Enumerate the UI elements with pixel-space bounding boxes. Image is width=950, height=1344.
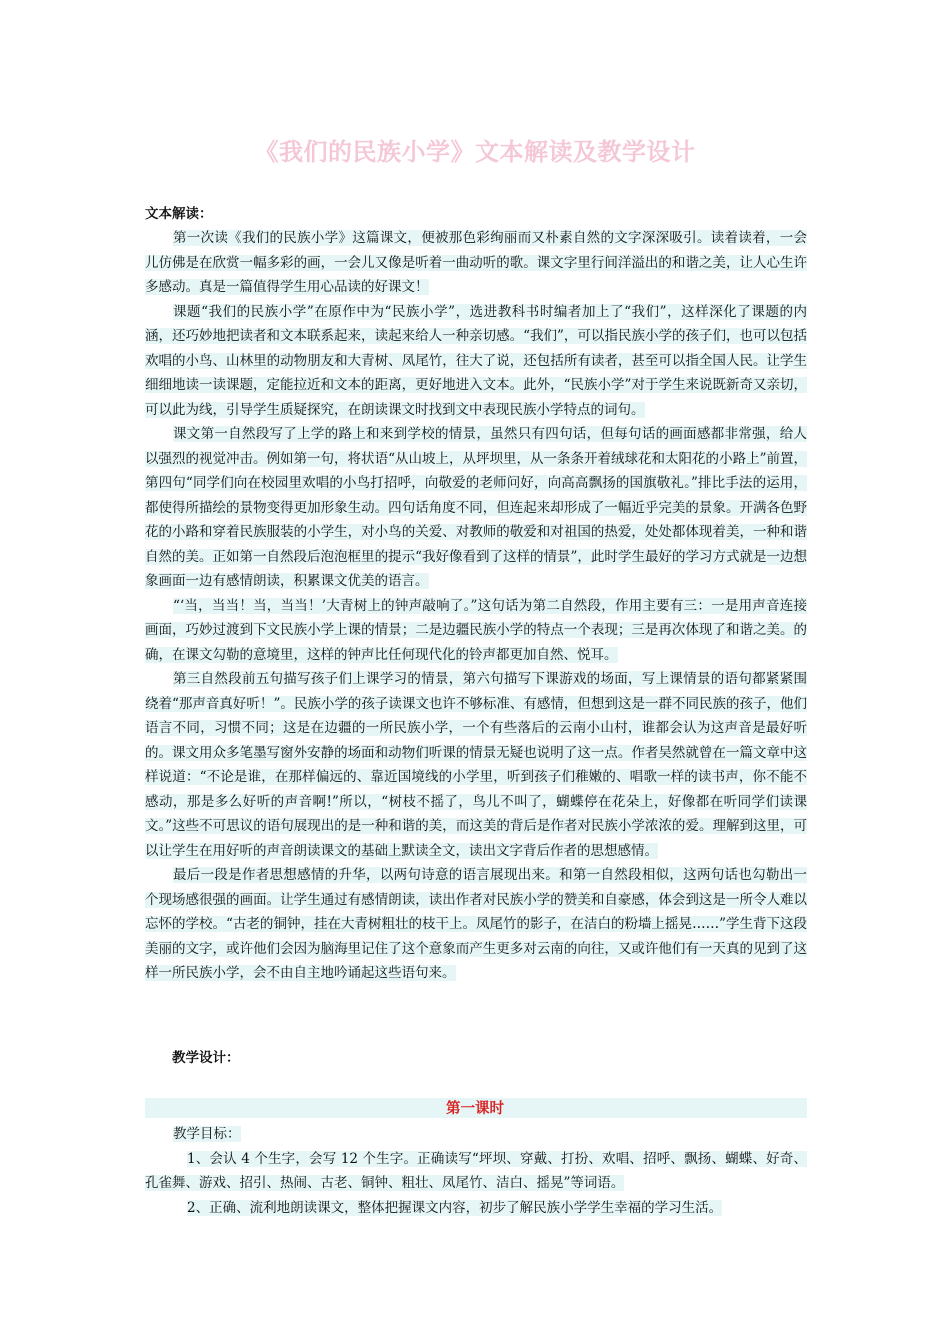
paragraph [145, 594, 807, 668]
goal-item: 2、正确、流利地朗读课文，整体把握课文内容，初步了解民族小学学生幸福的学习生活。 [187, 1199, 723, 1216]
paragraph [145, 300, 807, 423]
paragraph [145, 667, 807, 863]
paragraph [145, 863, 807, 986]
goal-item: 1、会认 4 个生字，会写 12 个生字。正确读写“坪坝、穿戴、打扮、欢唱、招呼、飘扬、蝴蝶、好奇、孔雀舞、游戏、招引、热闹、古老、铜钟、粗壮、凤尾竹、洁白、摇晃”等词语。 [145, 1150, 807, 1191]
lesson-title: 第一课时 [446, 1100, 504, 1117]
section-heading-teaching-design: 教学设计： [172, 1050, 240, 1066]
section-heading-text-analysis: 文本解读： [145, 206, 213, 222]
text-analysis-body [145, 226, 807, 986]
goals-label: 教学目标： [173, 1126, 241, 1142]
paragraph-text: 最后一段是作者思想感情的升华，以两句诗意的语言展现出来。和第一自然段相似，这两句话也勾勒出一个现场感很强的画面。让学生通过有感情朗读，读出作者对民族小学的赞美和自豪感，体会到这是一所令人难以忘怀的学校。“古老的铜钟，挂在大青树粗壮的枝干上。凤尾竹的影子，在洁白的粉墙上摇晃……”学生背下这段美丽的文字，或许他们会因为脑海里记住了这个意象而产生更多对云南的向往，又或许他们有一天真的见到了这样一所民族小学，会不由自主地吟诵起这些语句来。 [145, 867, 807, 981]
paragraph-text: 第三自然段前五句描写孩子们上课学习的情景，第六句描写下课游戏的场面，写上课情景的语句都紧紧围绕着“那声音真好听！”。民族小学的孩子读课文也许不够标准、有感情，但想到这是一群不同民族的孩子，他们语言不同，习惯不同；这是在边疆的一所民族小学，一个有些落后的云南小山村，谁都会认为这声音是最好听的。课文用众多笔墨写窗外安静的场面和动物们听课的情景无疑也说明了这一点。作者吴然就曾在一篇文章中这样说道：“不论是谁，在那样偏远的、靠近国境线的小学里，听到孩子们稚嫩的、唱歌一样的读书声，你不能不感动，那是多么好听的声音啊!”所以，“树枝不摇了，鸟儿不叫了，蝴蝶停在花朵上，好像都在听同学们读课文。”这些不可思议的语句展现出的是一种和谐的美，而这美的背后是作者对民族小学浓浓的爱。理解到这里，可以让学生在用好听的声音朗读课文的基础上默读全文，读出文字背后作者的思想感情。 [145, 671, 807, 859]
paragraph-text: 课文第一自然段写了上学的路上和来到学校的情景，虽然只有四句话，但每句话的画面感都非常强，给人以强烈的视觉冲击。例如第一句，将状语“从山坡上，从坪坝里，从一条条开着绒球花和太阳花的小路上”前置，第四句“同学们向在校园里欢唱的小鸟打招呼，向敬爱的老师问好，向高高飘扬的国旗敬礼。”排比手法的运用，都使得所描绘的景物变得更加形象生动。四句话角度不同，但连起来却形成了一幅近乎完美的景象。开满各色野花的小路和穿着民族服装的小学生，对小鸟的关爱、对教师的敬爱和对祖国的热爱，处处都体现着美，一种和谐自然的美。正如第一自然段后泡泡框里的提示“我好像看到了这样的情景”，此时学生最好的学习方式就是一边想象画面一边有感情朗读，积累课文优美的语言。 [145, 426, 807, 589]
document-title: 《我们的民族小学》文本解读及教学设计 [254, 137, 696, 166]
paragraph [145, 226, 807, 300]
paragraph-text: 课题“我们的民族小学”在原作中为“民族小学”，选进教科书时编者加上了“我们”，这样深化了课题的内涵，还巧妙地把读者和文本联系起来，读起来给人一种亲切感。“我们”，可以指民族小学的孩子们，也可以包括欢唱的小鸟、山林里的动物朋友和大青树、凤尾竹，往大了说，还包括所有读者，甚至可以指全国人民。让学生细细地读一读课题，定能拉近和文本的距离，更好地进入文本。此外，“民族小学”对于学生来说既新奇又亲切，可以此为线，引导学生质疑探究，在朗读课文时找到文中表现民族小学特点的词句。 [145, 303, 807, 418]
paragraph [145, 422, 807, 594]
paragraph-text: “‘当，当当！当，当当！’大青树上的钟声敲响了。”这句话为第二自然段，作用主要有三：一是用声音连接画面，巧妙过渡到下文民族小学上课的情景；二是边疆民族小学的特点一个表现；三是再次体现了和谐之美。的确，在课文勾勒的意境里，这样的钟声比任何现代化的铃声都更加自然、悦耳。 [145, 597, 807, 663]
teaching-goals [145, 1122, 807, 1220]
paragraph-text: 第一次读《我们的民族小学》这篇课文，便被那色彩绚丽而又朴素自然的文字深深吸引。读着读着，一会儿仿佛是在欣赏一幅多彩的画，一会儿又像是听着一曲动听的歌。课文字里行间洋溢出的和谐之美，让人心生许多感动。真是一篇值得学生用心品读的好课文！ [145, 230, 807, 295]
